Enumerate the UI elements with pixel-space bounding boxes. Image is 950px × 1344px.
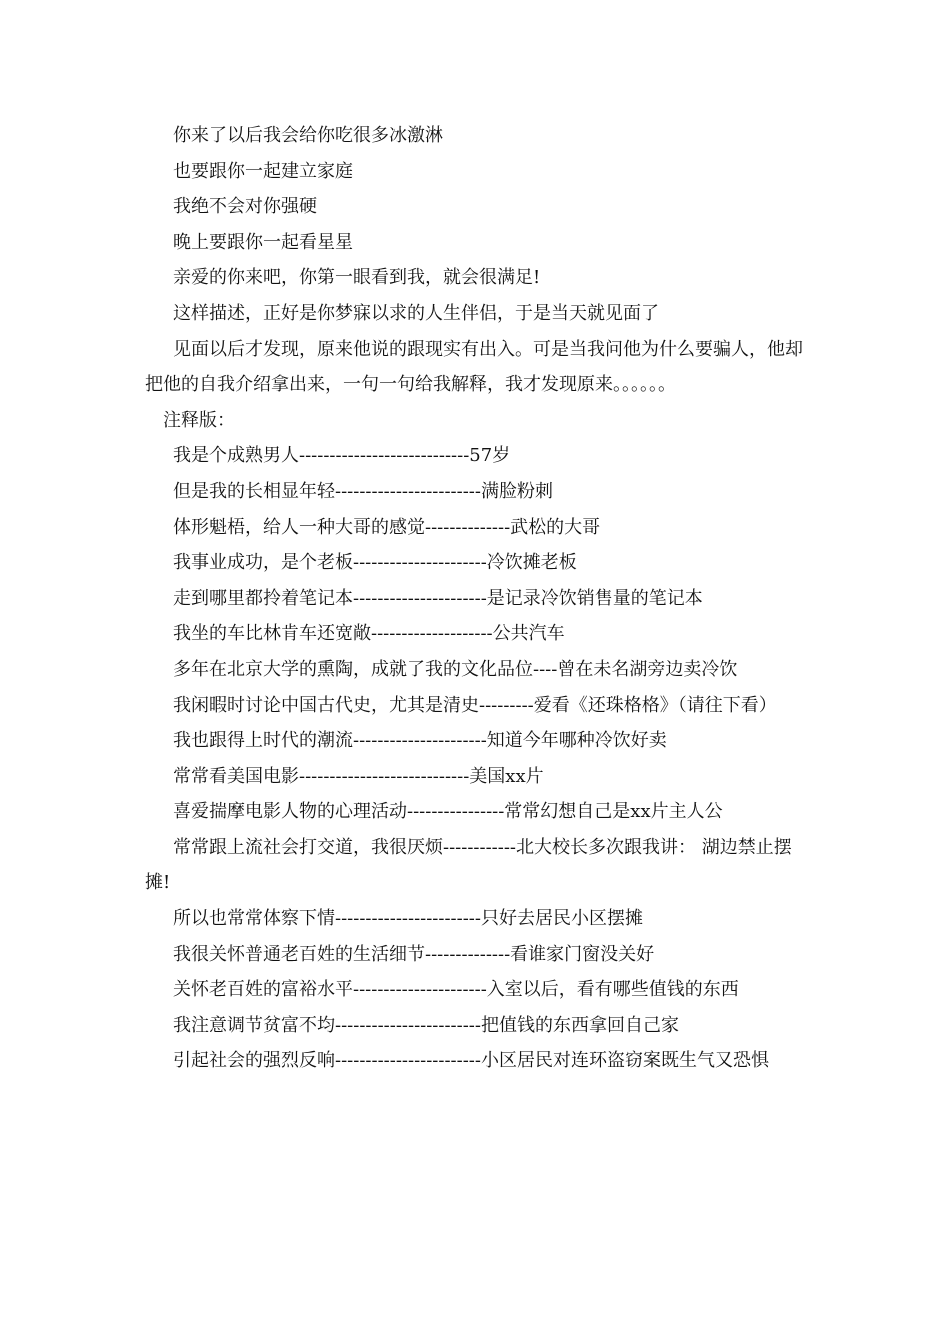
annotation-line: 走到哪里都拎着笔记本----------------------是记录冷饮销售量的笔记本 bbox=[173, 587, 703, 609]
paragraph: 见面以后才发现，原来他说的跟现实有出入。可是当我问他为什么要骗人，他却把他的自我介绍拿出来，一句一句给我解释，我才发现原来。。。。。。 bbox=[145, 338, 803, 396]
paragraph: 晚上要跟你一起看星星 bbox=[173, 231, 353, 253]
annotation-line: 所以也常常体察下情------------------------只好去居民小区摆摊 bbox=[173, 908, 643, 930]
annotation-line: 常常跟上流社会打交道，我很厌烦------------北大校长多次跟我讲： 湖边禁止摆摊! bbox=[145, 836, 792, 894]
document-body bbox=[145, 118, 807, 1079]
annotation-line: 引起社会的强烈反响------------------------小区居民对连环盗窃案既生气又恐惧 bbox=[173, 1050, 769, 1072]
paragraph: 亲爱的你来吧，你第一眼看到我，就会很满足! bbox=[173, 267, 541, 289]
annotation-line: 我事业成功，是个老板----------------------冷饮摊老板 bbox=[173, 552, 577, 574]
annotation-line: 但是我的长相显年轻------------------------满脸粉刺 bbox=[173, 480, 553, 502]
annotation-line: 喜爱揣摩电影人物的心理活动----------------常常幻想自己是xx片主人公 bbox=[173, 801, 723, 823]
paragraph: 这样描述，正好是你梦寐以求的人生伴侣，于是当天就见面了 bbox=[173, 302, 659, 324]
annotation-line: 多年在北京大学的熏陶，成就了我的文化品位----曾在未名湖旁边卖冷饮 bbox=[173, 658, 738, 680]
annotation-line: 我很关怀普通老百姓的生活细节--------------看谁家门窗没关好 bbox=[173, 943, 655, 965]
annotation-line: 关怀老百姓的富裕水平----------------------入室以后，看有哪些值钱的东西 bbox=[173, 979, 739, 1001]
annotation-line: 体形魁梧，给人一种大哥的感觉--------------武松的大哥 bbox=[173, 516, 601, 538]
paragraph: 也要跟你一起建立家庭 bbox=[173, 160, 353, 182]
annotation-line: 常常看美国电影----------------------------美国xx片 bbox=[173, 765, 544, 787]
annotation-line: 我闲暇时讨论中国古代史，尤其是清史---------爱看《还珠格格》（请往下看） bbox=[173, 694, 777, 716]
annotation-line: 我是个成熟男人----------------------------57岁 bbox=[173, 445, 511, 467]
paragraph: 你来了以后我会给你吃很多冰激淋 bbox=[173, 125, 443, 146]
annotation-line: 我坐的车比林肯车还宽敞--------------------公共汽车 bbox=[173, 623, 565, 645]
section-heading: 注释版： bbox=[163, 409, 235, 431]
paragraph: 我绝不会对你强硬 bbox=[173, 196, 317, 218]
annotation-line: 我也跟得上时代的潮流----------------------知道今年哪种冷饮好卖 bbox=[173, 730, 667, 752]
annotation-line: 我注意调节贫富不均------------------------把值钱的东西拿回自己家 bbox=[173, 1014, 679, 1036]
